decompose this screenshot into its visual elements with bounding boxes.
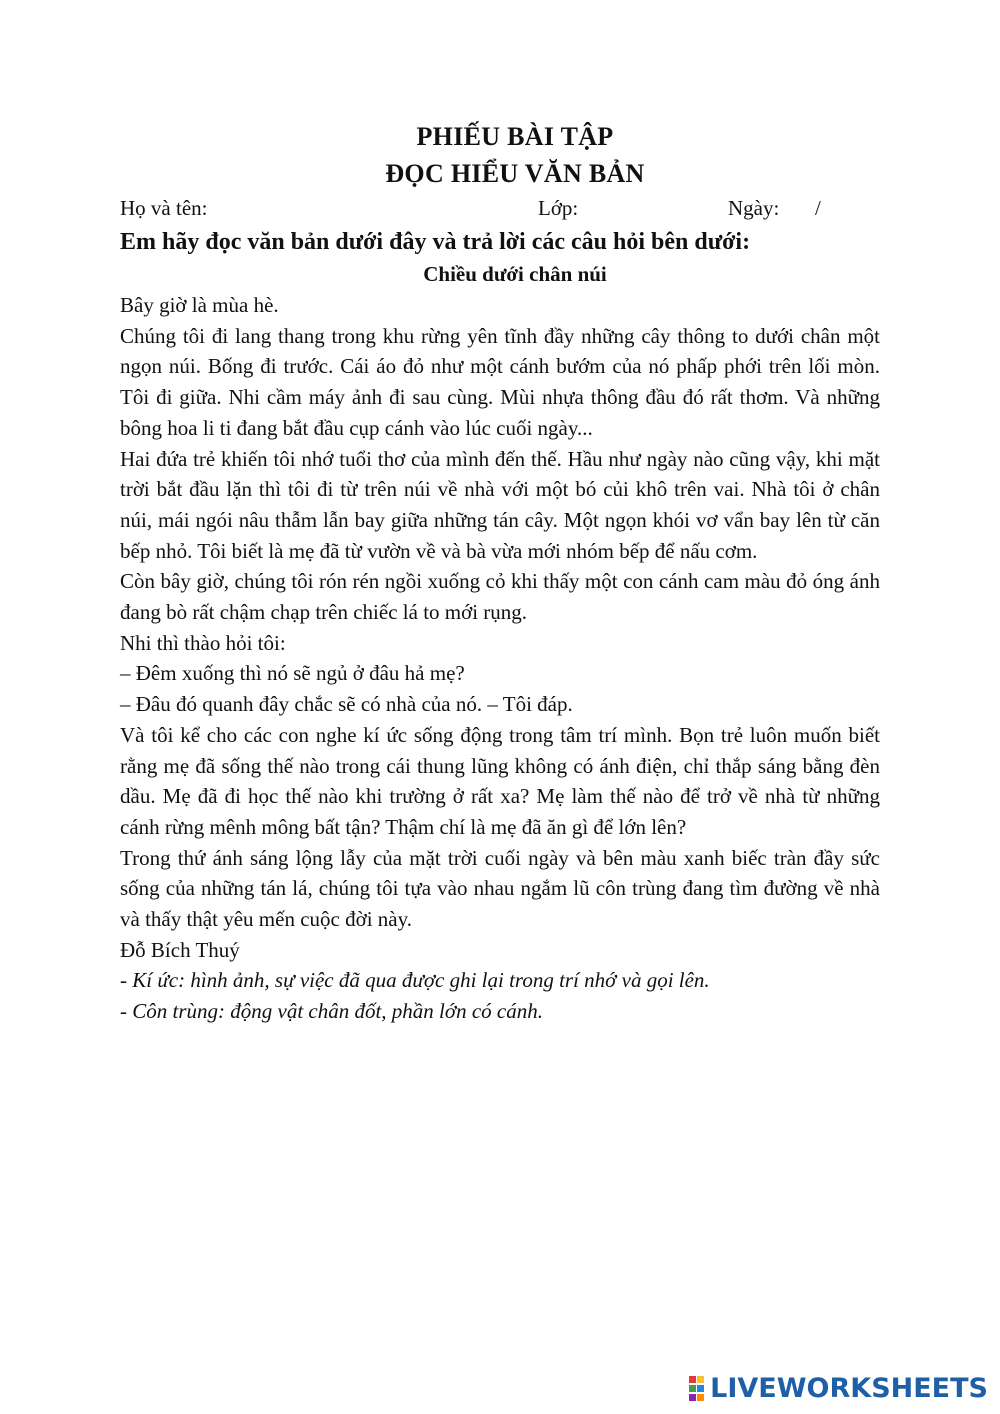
logo-text: LIVEWORKSHEETS <box>710 1373 988 1404</box>
date-separator: / <box>815 196 821 220</box>
worksheet-subtitle: ĐỌC HIỂU VĂN BẢN <box>385 159 645 188</box>
liveworksheets-logo <box>689 1374 988 1404</box>
logo-blocks-icon <box>689 1376 705 1402</box>
class-label: Lớp: <box>538 196 579 220</box>
dialogue-line: – Đêm xuống thì nó sẽ ngủ ở đâu hả mẹ? <box>120 661 465 686</box>
instruction-text: Em hãy đọc văn bản dưới đây và trả lời các câu hỏi bên dưới: <box>120 229 751 255</box>
footnote: - Kí ức: hình ảnh, sự việc đã qua được ghi lại trong trí nhớ và gọi lên. <box>120 968 710 993</box>
footnote: - Côn trùng: động vật chân đốt, phần lớn có cánh. <box>120 999 543 1024</box>
story-paragraph: Hai đứa trẻ khiến tôi nhớ tuổi thơ của mình đến thế. Hầu như ngày nào cũng vậy, khi mặt trời bắt đầu lặn thì tôi đi từ trên núi về nhà với một bó củi khô trên vai. Nhà tôi ở chân núi, mái ngói nâu thẫm lẫn bay giữa những tán cây. Một ngọn khói vơ vẩn bay lên từ căn bếp nhỏ. Tôi biết là mẹ đã từ vườn về và bà vừa mới nhóm bếp để nấu cơm. <box>120 446 880 563</box>
story-paragraph: Bây giờ là mùa hè. <box>120 293 279 317</box>
date-label: Ngày: <box>728 196 780 220</box>
worksheet-title: PHIẾU BÀI TẬP <box>416 122 614 151</box>
story-author: Đỗ Bích Thuý <box>120 937 240 962</box>
name-label: Họ và tên: <box>120 196 208 220</box>
story-paragraph: Chúng tôi đi lang thang trong khu rừng yên tĩnh đầy những cây thông to dưới chân một ngọn núi. Bống đi trước. Cái áo đỏ như một cánh bướm của nó phấp phới trên lối mòn. Tôi đi giữa. Nhi cầm máy ảnh đi sau cùng. Mùi nhựa thông đầu đó rất thơm. Và những bông hoa li ti đang bắt đầu cụp cánh vào lúc cuối ngày... <box>120 323 880 440</box>
story-paragraph: Nhi thì thào hỏi tôi: <box>120 630 286 655</box>
story-body <box>120 290 880 1027</box>
story-paragraph: Còn bây giờ, chúng tôi rón rén ngồi xuống cỏ khi thấy một con cánh cam màu đỏ óng ánh đang bò rất chậm chạp trên chiếc lá to mới rụng. <box>120 569 880 625</box>
dialogue-line: – Đâu đó quanh đây chắc sẽ có nhà của nó. – Tôi đáp. <box>120 692 573 717</box>
story-title: Chiều dưới chân núi <box>423 262 607 286</box>
story-paragraph: Và tôi kể cho các con nghe kí ức sống động trong tâm trí mình. Bọn trẻ luôn muốn biết rằng mẹ đã sống thế nào trong cái thung lũng không có ánh điện, chỉ thắp sáng bằng đèn dầu. Mẹ đã đi học thế nào khi trường ở rất xa? Mẹ làm thế nào để trở về nhà từ những cánh rừng mênh mông bất tận? Thậm chí là mẹ đã ăn gì để lớn lên? <box>120 722 880 839</box>
story-paragraph: Trong thứ ánh sáng lộng lẫy của mặt trời cuối ngày và bên màu xanh biếc tràn đầy sức sống của những tán lá, chúng tôi tựa vào nhau ngắm lũ côn trùng đang tìm đường về nhà và thấy thật yêu mến cuộc đời này. <box>120 845 880 932</box>
